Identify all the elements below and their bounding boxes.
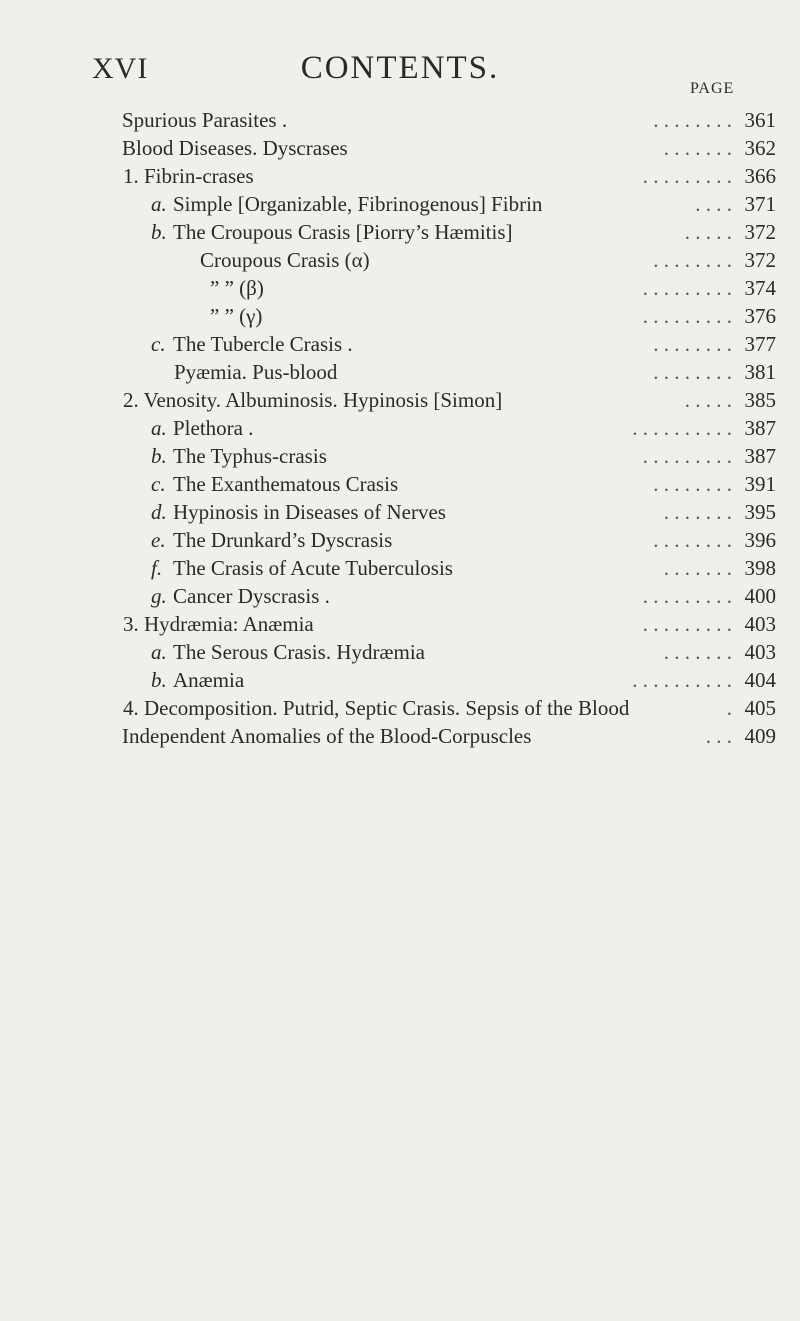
entry-label: Pyæmia. Pus-blood [174, 360, 338, 384]
entry-page: 400 [744, 584, 776, 608]
toc-entry: 3. Hydræmia: Anæmia . . . . . . . . . 403 [123, 612, 776, 636]
entry-letter: a. [151, 416, 167, 440]
entry-page: 387 [744, 416, 776, 440]
toc-entry: ” ” (β) . . . . . . . . . 374 [210, 276, 776, 300]
entry-letter: c. [151, 472, 166, 496]
toc-entry: Croupous Crasis (α) . . . . . . . . 372 [200, 248, 776, 272]
entry-page: 371 [744, 192, 776, 216]
entry-label: The Crasis of Acute Tuberculosis [173, 556, 453, 580]
entry-label: Independent Anomalies of the Blood-Corpuscles [122, 724, 532, 748]
entry-page: 362 [744, 136, 776, 160]
toc-entry: Spurious Parasites . . . . . . . . . 361 [122, 108, 776, 132]
entry-letter: a. [151, 640, 167, 664]
entry-letter: e. [151, 528, 166, 552]
entry-letter: f. [151, 556, 163, 580]
entry-letter: a. [151, 192, 167, 216]
entry-label: Hypinosis in Diseases of Nerves [173, 500, 446, 524]
entry-page: 366 [744, 164, 776, 188]
entry-page: 361 [744, 108, 776, 132]
toc-entry: e. The Drunkard’s Dyscrasis . . . . . . . . 396 [151, 528, 776, 552]
entry-label: The Exanthematous Crasis [173, 472, 399, 496]
toc-entry: d. Hypinosis in Diseases of Nerves . . . . . . . 395 [151, 500, 776, 524]
entry-label: The Croupous Crasis [Piorry’s Hæmitis] [173, 220, 513, 244]
entry-letter: c. [151, 332, 166, 356]
entry-label: ” ” (β) [210, 276, 264, 300]
toc-entry: Independent Anomalies of the Blood-Corpuscles . . . 409 [122, 724, 776, 748]
entry-page: 372 [744, 220, 776, 244]
entry-page: 387 [744, 444, 776, 468]
page-number: XVI [92, 52, 149, 85]
entry-page: 395 [744, 500, 776, 524]
entry-page: 398 [744, 556, 776, 580]
toc-entry: 1. Fibrin-crases . . . . . . . . . 366 [123, 164, 776, 188]
entry-page: 385 [744, 388, 776, 412]
toc-entry: f. The Crasis of Acute Tuberculosis . . . . . . . 398 [151, 556, 776, 580]
toc-entry: Pyæmia. Pus-blood . . . . . . . . 381 [174, 360, 776, 384]
entry-page: 403 [744, 612, 776, 636]
toc-entry: 2. Venosity. Albuminosis. Hypinosis [Simon] . . . . . 385 [123, 388, 776, 412]
entry-page: 403 [744, 640, 776, 664]
entry-label: Croupous Crasis (α) [200, 248, 370, 272]
entry-letter: b. [151, 668, 167, 692]
entry-page: 376 [744, 304, 776, 328]
entry-page: 377 [744, 332, 776, 356]
entry-page: 396 [744, 528, 776, 552]
entry-page: 409 [744, 724, 776, 748]
entry-label: 3. Hydræmia: Anæmia [123, 612, 314, 636]
entry-label: The Typhus-crasis [173, 444, 327, 468]
toc-entry: Blood Diseases. Dyscrases . . . . . . . 362 [122, 136, 776, 160]
entry-label: ” ” (γ) [210, 304, 263, 328]
toc-entry: a. Simple [Organizable, Fibrinogenous] Fibrin . . . . 371 [151, 192, 776, 216]
entry-page: 404 [744, 668, 776, 692]
toc-entry: ” ” (γ) . . . . . . . . . 376 [210, 304, 776, 328]
entry-page: 391 [744, 472, 776, 496]
page-column-label: PAGE [690, 80, 735, 97]
toc-entry: a. Plethora . . . . . . . . . . . 387 [151, 416, 776, 440]
running-title: CONTENTS. [300, 50, 500, 86]
entry-label: The Tubercle Crasis . [173, 332, 353, 356]
entry-page: 405 [744, 696, 776, 720]
entry-letter: d. [151, 500, 167, 524]
entry-page: 372 [744, 248, 776, 272]
toc-entry: c. The Exanthematous Crasis . . . . . . . . 391 [151, 472, 776, 496]
toc-entry: c. The Tubercle Crasis . . . . . . . . . 377 [151, 332, 776, 356]
entry-label: Blood Diseases. Dyscrases [122, 136, 348, 160]
toc-entry: b. Anæmia . . . . . . . . . . 404 [151, 668, 776, 692]
entry-label: Plethora . [173, 416, 254, 440]
entry-label: 2. Venosity. Albuminosis. Hypinosis [Simon] [123, 388, 503, 412]
entry-label: The Serous Crasis. Hydræmia [173, 640, 425, 664]
entry-label: Anæmia [173, 668, 245, 692]
entry-label: 1. Fibrin-crases [123, 164, 254, 188]
entry-letter: b. [151, 444, 167, 468]
entry-label: The Drunkard’s Dyscrasis [173, 528, 393, 552]
toc-entry: a. The Serous Crasis. Hydræmia . . . . . . . 403 [151, 640, 776, 664]
entry-letter: g. [151, 584, 167, 608]
entry-label: Cancer Dyscrasis . [173, 584, 330, 608]
entry-label: 4. Decomposition. Putrid, Septic Crasis. Sepsis of the Blood [123, 696, 630, 720]
entry-letter: b. [151, 220, 167, 244]
toc-entry: g. Cancer Dyscrasis . . . . . . . . . . 400 [151, 584, 776, 608]
entry-label: Spurious Parasites . [122, 108, 288, 132]
entry-label: Simple [Organizable, Fibrinogenous] Fibrin [173, 192, 543, 216]
entry-page: 374 [744, 276, 776, 300]
toc-entry: b. The Typhus-crasis . . . . . . . . . 387 [151, 444, 776, 468]
toc-entry: 4. Decomposition. Putrid, Septic Crasis. Sepsis of the Blood . 405 [123, 696, 776, 720]
toc-entry: b. The Croupous Crasis [Piorry’s Hæmitis] . . . . . 372 [151, 220, 776, 244]
entry-page: 381 [744, 360, 776, 384]
